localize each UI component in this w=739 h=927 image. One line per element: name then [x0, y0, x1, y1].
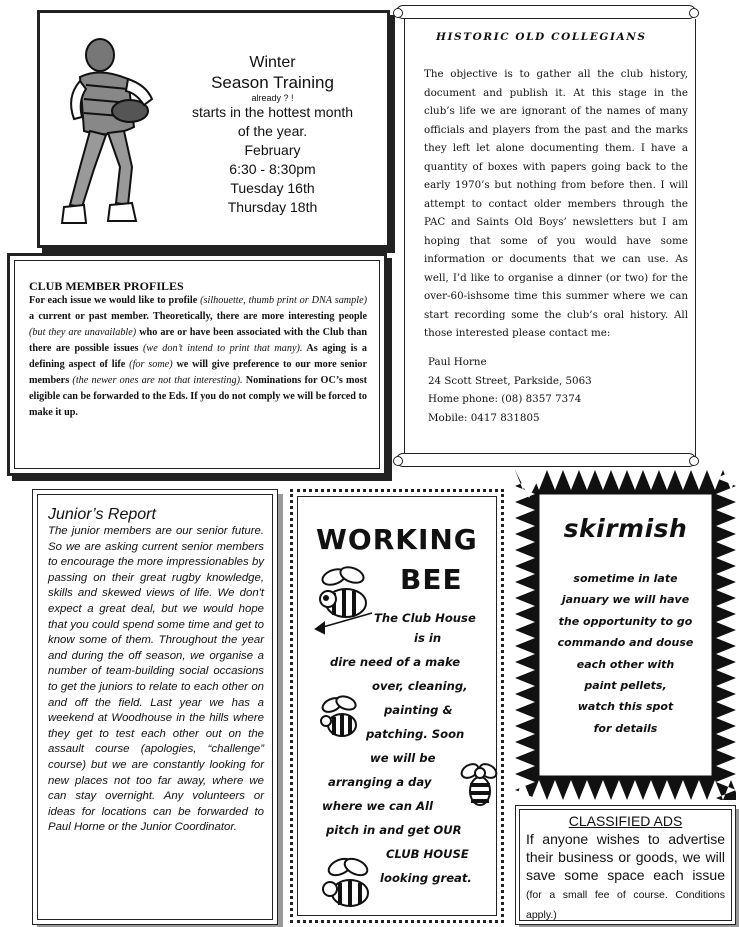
contact-home-phone: Home phone: (08) 8357 7374 — [428, 393, 582, 405]
skirmish-line: sometime in late — [573, 572, 678, 585]
bee-line: looking great. — [380, 871, 472, 885]
winter-line: February — [244, 142, 301, 158]
skirmish-title: skirmish — [563, 514, 688, 543]
contact-name: Paul Horne — [428, 356, 487, 368]
contact-address: 24 Scott Street, Parkside, 5063 — [428, 374, 592, 387]
winter-line: already ? ! — [251, 93, 294, 103]
skirmish-line: commando and douse — [557, 636, 694, 650]
historic-title: HISTORIC OLD COLLEGIANS — [436, 31, 647, 43]
bee-with-stinger-icon — [312, 565, 382, 645]
profiles-aside: (but they are unavailable) — [29, 327, 137, 338]
winter-training-text — [160, 53, 385, 217]
bee-icon — [458, 759, 502, 809]
profiles-title: CLUB MEMBER PROFILES — [29, 279, 184, 293]
rugby-player-illustration — [50, 27, 160, 237]
club-member-profiles-box — [7, 253, 387, 476]
skirmish-line: each other with — [576, 657, 675, 671]
profiles-aside: (silhouette, thumb print or DNA sample) — [200, 295, 367, 306]
winter-line: Winter — [249, 54, 296, 71]
winter-line: of the year. — [237, 123, 308, 139]
profiles-text: For each issue we would like to profile — [29, 295, 198, 306]
skirmish-line: paint pellets, — [584, 679, 667, 693]
winter-line: Season Training — [211, 73, 334, 92]
classified-title: CLASSIFIED ADS — [568, 813, 683, 829]
classified-ads-box — [515, 805, 736, 925]
profiles-aside: (for some) — [129, 359, 173, 370]
skirmish-line: for details — [593, 721, 658, 735]
winter-line: 6:30 - 8:30pm — [229, 161, 316, 177]
historic-contact — [428, 353, 668, 427]
bee-line: arranging a day — [328, 775, 432, 789]
profiles-text: who are or have been associated with the Club than there are possible issues — [29, 327, 367, 354]
classified-text: If anyone wishes to advertise their business or goods, we will save some space each issue — [526, 831, 725, 883]
classified-body — [526, 830, 725, 924]
contact-mobile: Mobile: 0417 831805 — [428, 411, 540, 424]
scroll-bottom-ornament — [396, 453, 696, 467]
profiles-inner — [14, 260, 380, 469]
bee-line: patching. Soon — [366, 727, 465, 741]
profiles-body — [29, 293, 367, 421]
classified-note: (for a small fee of course. Conditions apply.) — [526, 889, 725, 921]
juniors-report-title: Junior’s Report — [48, 506, 156, 523]
skirmish-line: january we will have — [561, 593, 690, 607]
bee-line: is in — [414, 631, 442, 645]
winter-line: Thursday 18th — [227, 199, 318, 215]
bee-line: CLUB HOUSE — [386, 847, 469, 861]
winter-line: starts in the hottest month — [191, 104, 354, 120]
profiles-text: Nominations for OC’s most eligible can be forwarded to the Eds. If you do not comply we will be forced to make it up. — [29, 375, 367, 418]
profiles-text: we will give preference to our more senior members — [29, 359, 368, 386]
working-bee-box — [290, 489, 504, 923]
skirmish-box — [515, 470, 736, 800]
bee-icon — [314, 695, 364, 745]
profiles-aside: (the newer ones are not that interesting). — [72, 375, 243, 386]
profiles-text: a current or past member. Theoretically, there are more interesting people — [29, 311, 367, 322]
juniors-report-inner — [37, 494, 273, 920]
working-bee-title-2: BEE — [400, 563, 463, 596]
skirmish-line: the opportunity to go — [558, 614, 693, 628]
bee-line: dire need of a make — [330, 655, 461, 669]
bee-line: where we can All — [322, 799, 433, 813]
historic-old-collegians-section — [396, 5, 736, 475]
bee-line: painting & — [384, 703, 453, 717]
winter-line: Tuesday 16th — [230, 180, 315, 196]
juniors-report-body: The junior members are our senior future. So we are asking current senior members to encourage the more impressionables by passing on their great rugby knowledge, skills and skewed views of life. We don't expect a great deal, but we would hope that you could spend some time and get to know some of them. Throughout the year and during the off season, we organise a number of team-building social occasions to get the juniors to relate to each other on and off the field. Last year we has a weekend at Woodhouse in the hills where they get to test each other out on the assault course (apologies, “challenge” course) but we are constantly looking for new places not too far away, where we can stay overnight. Any volunteers or ideas for locations can be forwarded to Paul Horne or the Junior Coordinator. — [48, 525, 264, 834]
skirmish-line: watch this spot — [577, 700, 674, 714]
working-bee-title-1: WORKING — [316, 523, 478, 556]
classified-inner — [519, 809, 732, 921]
bee-line: pitch in and get OUR — [326, 823, 462, 837]
bee-line: The Club House — [374, 611, 476, 625]
profiles-aside: (we don’t intend to print that many). — [143, 343, 303, 354]
bee-line: over, cleaning, — [372, 679, 468, 693]
working-bee-inner — [297, 496, 497, 916]
profiles-text: As aging is a defining aspect of life — [29, 343, 368, 370]
scroll-top-ornament — [396, 5, 696, 19]
juniors-report-box — [32, 489, 278, 925]
skirmish-body — [545, 568, 706, 739]
bee-icon — [318, 855, 378, 915]
bee-line: we will be — [370, 751, 436, 765]
winter-training-box — [37, 10, 390, 248]
historic-body: The objective is to gather all the club history, document and publish it. At this stage in the club’s life we are ignorant of the names of many officials and players from the past and the marks they left let alone documenting them. I have a quantity of boxes with papers going back to the early 1970’s but nothing from before then. I will attempt to contact older members through the PAC and Saints Old Boys’ newsletters but I am hoping that some of you would have some information or documents that we can use. As well, I’d like to organise a dinner (or two) for the over-60-ishsome time this summer where we can start recording some the club’s oral history. All those interested please contact me: — [424, 68, 688, 339]
